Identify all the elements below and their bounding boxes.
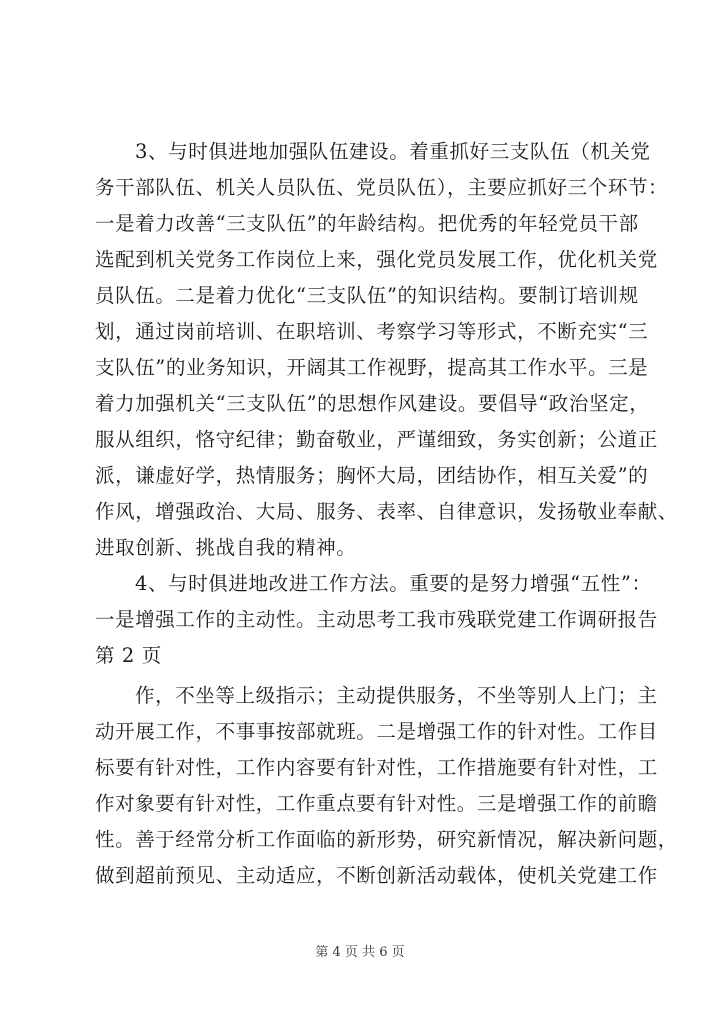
paragraph-5-line-2: 动开展工作，不事事按部就班。二是增强工作的针对性。工作目 <box>95 720 658 743</box>
paragraph-3-line-5: 员队伍。二是着力优化“三支队伍”的知识结构。要制订培训规 <box>95 284 639 307</box>
paragraph-3-line-3: 一是着力改善“三支队伍”的年龄结构。把优秀的年轻党员干部 <box>95 212 639 235</box>
paragraph-5-line-6: 做到超前预见、主动适应，不断创新活动载体，使机关党建工作 <box>95 864 658 887</box>
paragraph-3-line-11: 作风，增强政治、大局、服务、表率、自律意识，发扬敬业奉献、 <box>95 500 678 523</box>
paragraph-3-line-1: 3、与时俱进地加强队伍建设。着重抓好三支队伍（机关党 <box>135 140 651 163</box>
paragraph-5-line-1: 作，不坐等上级指示；主动提供服务，不坐等别人上门；主 <box>135 684 658 707</box>
paragraph-3-line-12: 进取创新、挑战自我的精神。 <box>95 536 357 559</box>
paragraph-3-line-9: 服从组织，恪守纪律；勤奋敬业，严谨细致，务实创新；公道正 <box>95 428 658 451</box>
paragraph-3-line-8: 着力加强机关“三支队伍”的思想作风建设。要倡导“政治坚定， <box>95 392 650 415</box>
paragraph-3-line-10: 派，谦虚好学，热情服务；胸怀大局，团结协作，相互关爱”的 <box>95 464 649 487</box>
paragraph-5-line-4: 作对象要有针对性，工作重点要有针对性。三是增强工作的前瞻 <box>95 792 658 815</box>
paragraph-3-line-7: 支队伍”的业务知识，开阔其工作视野，提高其工作水平。三是 <box>95 356 649 379</box>
paragraph-4-line-2: 一是增强工作的主动性。主动思考工我市残联党建工作调研报告 <box>95 608 658 631</box>
paragraph-5-line-3: 标要有针对性，工作内容要有针对性，工作措施要有针对性，工 <box>95 756 658 779</box>
paragraph-3-line-6: 划，通过岗前培训、在职培训、考察学习等形式，不断充实“三 <box>95 320 649 343</box>
paragraph-5-line-5: 性。善于经常分析工作面临的新形势，研究新情况，解决新问题， <box>95 828 678 851</box>
paragraph-3-line-4: 选配到机关党务工作岗位上来，强化党员发展工作，优化机关党 <box>95 248 658 271</box>
page-footer: 第 4 页 共 6 页 <box>315 945 405 960</box>
embedded-page-marker: 第 2 页 <box>95 644 162 667</box>
paragraph-4-line-1: 4、与时俱进地改进工作方法。重要的是努力增强“五性”： <box>135 572 652 595</box>
paragraph-3-line-2: 务干部队伍、机关人员队伍、党员队伍），主要应抓好三个环节： <box>95 176 669 199</box>
